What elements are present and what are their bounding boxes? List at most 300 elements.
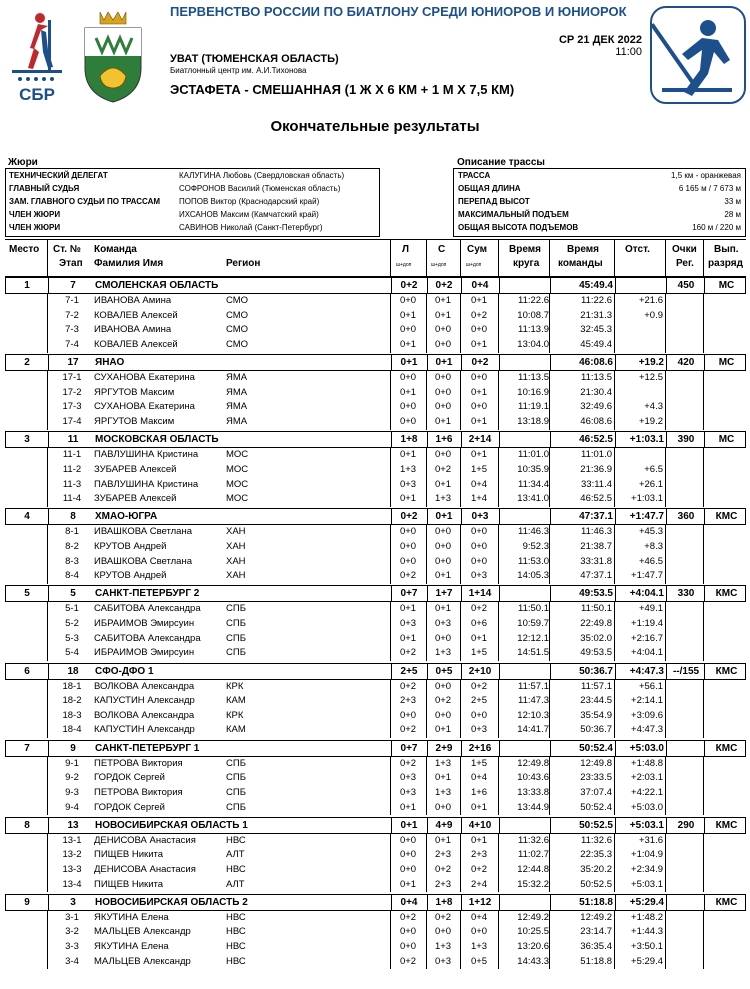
team-time: 45:49.4 [579, 280, 613, 291]
member-prone: 0+1 [399, 801, 417, 813]
member-standing: 0+1 [434, 834, 452, 846]
member-region: МОС [226, 493, 249, 505]
member-stage: 7-4 [65, 338, 79, 350]
member-lap-time: 13:18.9 [517, 416, 549, 428]
member-team-time: 11:32.6 [581, 834, 612, 846]
jury-member: КАЛУГИНА Любовь (Свердловская область) [179, 171, 345, 180]
member-prone: 0+0 [399, 709, 417, 721]
member-lap-time: 15:32.2 [517, 878, 549, 890]
jury-panel [5, 168, 380, 237]
member-total-misses: 0+0 [470, 526, 488, 538]
member-region: ХАН [226, 526, 246, 538]
col-sum: Сум [467, 244, 488, 255]
member-stage: 9-1 [65, 757, 79, 769]
team-points: 420 [677, 357, 695, 369]
member-prone: 0+0 [399, 372, 417, 384]
member-region: СПБ [226, 786, 246, 798]
member-region: МОС [226, 478, 249, 490]
uvat-coat-of-arms [80, 8, 146, 104]
team-total-misses: 1+14 [468, 588, 492, 600]
member-standing: 0+0 [434, 555, 452, 567]
member-team-time: 32:49.6 [580, 401, 612, 413]
member-name: СУХАНОВА Екатерина [94, 372, 195, 384]
track-key: МАКСИМАЛЬНЫЙ ПОДЪЕМ [458, 210, 569, 219]
col-class: Вып. [714, 244, 739, 255]
member-name: ИВАШКОВА Светлана [94, 526, 192, 538]
member-region: КРК [226, 709, 244, 721]
member-standing: 0+0 [434, 324, 452, 336]
member-name: ЗУБАРЕВ Алексей [94, 463, 177, 475]
team-prone: 0+7 [400, 588, 418, 600]
member-row [5, 911, 746, 926]
member-team-time: 46:52.5 [580, 493, 612, 505]
member-standing: 0+2 [434, 695, 452, 707]
member-name: КОВАЛЕВ Алексей [94, 338, 178, 350]
member-name: КОВАЛЕВ Алексей [94, 309, 178, 321]
team-class: КМС [715, 665, 738, 677]
member-prone: 0+0 [399, 295, 417, 306]
member-prone: 0+1 [399, 632, 417, 644]
member-stage: 3-2 [65, 926, 79, 938]
member-standing: 2+3 [434, 849, 452, 861]
member-total-misses: 1+5 [470, 463, 488, 475]
member-gap: +2:34.9 [631, 864, 663, 875]
team-gap: +5:03.0 [629, 742, 664, 754]
member-gap: +26.1 [638, 478, 663, 490]
member-row [5, 386, 746, 401]
team-time: 50:52.5 [579, 819, 613, 831]
location: УВАТ (ТЮМЕНСКАЯ ОБЛАСТЬ) [170, 53, 339, 65]
col-sum-sub: ш+доп [466, 262, 482, 268]
member-gap: +46.5 [638, 555, 663, 567]
member-team-time: 33:11.4 [581, 478, 612, 490]
race-title: ЭСТАФЕТА - СМЕШАННАЯ (1 Ж Х 6 КМ + 1 М Х 7,5 КМ) [170, 82, 515, 97]
member-lap-time: 11:47.3 [518, 695, 549, 707]
member-name: ИВАШКОВА Светлана [94, 555, 192, 567]
member-stage: 7-2 [65, 309, 79, 321]
member-team-time: 50:52.4 [580, 801, 612, 813]
member-team-time: 35:20.2 [580, 864, 612, 875]
member-gap: +12.5 [638, 372, 663, 384]
member-stage: 13-1 [62, 834, 82, 846]
member-team-time: 33:31.8 [580, 555, 612, 567]
team-total-misses: 1+12 [468, 896, 492, 908]
member-prone: 0+2 [399, 911, 417, 923]
col-region: Регион [226, 258, 261, 269]
member-stage: 17-1 [62, 372, 82, 384]
member-total-misses: 1+4 [470, 493, 488, 505]
member-stage: 3-3 [65, 941, 79, 953]
team-class: МС [718, 280, 735, 291]
member-prone: 0+2 [399, 570, 417, 582]
team-name: МОСКОВСКАЯ ОБЛАСТЬ [95, 434, 219, 446]
member-prone: 0+3 [399, 786, 417, 798]
track-key: ОБЩАЯ ВЫСОТА ПОДЪЕМОВ [458, 223, 579, 232]
member-lap-time: 10:59.7 [517, 618, 549, 630]
sbr-logo-text: СБР [19, 85, 55, 104]
member-stage: 7-1 [65, 295, 79, 306]
member-team-time: 11:50.1 [581, 603, 612, 615]
member-name: ИБРАИМОВ Эмирсуин [94, 647, 195, 659]
member-prone: 0+1 [399, 309, 417, 321]
member-row [5, 680, 746, 695]
member-total-misses: 0+0 [470, 926, 488, 938]
member-gap: +1:47.7 [631, 570, 663, 582]
team-total-misses: 2+10 [468, 665, 492, 677]
member-gap: +19.2 [638, 416, 663, 428]
col-lap: Время [509, 244, 541, 255]
member-total-misses: 2+5 [470, 695, 488, 707]
member-region: ХАН [226, 570, 246, 582]
member-region: СМО [226, 295, 249, 306]
member-standing: 0+1 [434, 295, 452, 306]
member-team-time: 46:08.6 [580, 416, 612, 428]
member-name: ПЕТРОВА Виктория [94, 757, 183, 769]
track-value: 33 м [724, 197, 741, 206]
member-lap-time: 14:43.3 [517, 955, 549, 967]
member-standing: 0+0 [434, 632, 452, 644]
member-region: ЯМА [226, 386, 248, 398]
member-name: ИВАНОВА Амина [94, 295, 172, 306]
member-name: КАПУСТИН Александр [94, 724, 195, 736]
member-total-misses: 0+0 [470, 372, 488, 384]
member-row [5, 694, 746, 709]
team-standing: 1+8 [435, 896, 453, 908]
member-name: ГОРДОК Сергей [94, 801, 165, 813]
member-total-misses: 0+1 [470, 834, 488, 846]
member-standing: 0+2 [434, 864, 452, 875]
col-lap-2: круга [513, 258, 540, 269]
member-standing: 1+3 [434, 757, 452, 769]
member-team-time: 21:30.4 [580, 386, 612, 398]
team-name: САНКТ-ПЕТЕРБУРГ 2 [95, 588, 200, 600]
member-lap-time: 13:33.8 [517, 786, 549, 798]
member-stage: 9-4 [65, 801, 79, 813]
track-row [458, 197, 741, 210]
member-team-time: 23:14.7 [580, 926, 612, 938]
member-prone: 0+0 [399, 834, 417, 846]
team-standing: 0+5 [435, 665, 453, 677]
member-gap: +2:16.7 [631, 632, 663, 644]
team-place: 9 [24, 896, 30, 908]
member-row [5, 338, 746, 353]
member-stage: 11-1 [62, 449, 82, 461]
member-stage: 13-2 [62, 849, 82, 861]
team-class: МС [718, 357, 735, 369]
member-region: СПБ [226, 632, 246, 644]
team-time: 51:18.8 [579, 896, 613, 908]
member-name: СУХАНОВА Екатерина [94, 401, 195, 413]
team-class: МС [718, 434, 735, 446]
member-total-misses: 0+0 [470, 540, 488, 552]
member-row [5, 569, 746, 584]
member-prone: 1+3 [399, 463, 417, 475]
track-key: ТРАССА [458, 171, 491, 180]
team-bib: 11 [67, 434, 79, 446]
track-row [458, 171, 741, 184]
member-row [5, 801, 746, 816]
member-region: НВС [226, 834, 246, 846]
team-gap: +4:04.1 [629, 588, 664, 600]
member-lap-time: 11:13.5 [518, 372, 549, 384]
member-gap: +5:03.0 [631, 801, 663, 813]
member-gap: +2:14.1 [631, 695, 663, 707]
team-bib: 7 [70, 280, 76, 291]
track-key: ОБЩАЯ ДЛИНА [458, 184, 521, 193]
team-gap: +4:47.3 [629, 665, 664, 677]
member-standing: 0+3 [434, 618, 452, 630]
member-stage: 3-4 [65, 955, 79, 967]
member-region: СПБ [226, 647, 246, 659]
member-lap-time: 11:32.6 [518, 834, 549, 846]
col-l-sub: ш+доп [396, 262, 412, 268]
member-gap: +1:03.1 [631, 493, 663, 505]
member-gap: +56.1 [638, 680, 663, 692]
member-team-time: 36:35.4 [580, 941, 612, 953]
member-team-time: 21:36.9 [580, 463, 612, 475]
col-stage: Этап [59, 258, 83, 269]
team-standing: 1+6 [435, 434, 453, 446]
member-total-misses: 2+4 [470, 878, 488, 890]
member-prone: 0+3 [399, 772, 417, 784]
member-name: САБИТОВА Александра [94, 603, 201, 615]
member-team-time: 35:54.9 [580, 709, 612, 721]
member-gap: +1:44.3 [631, 926, 663, 938]
member-lap-time: 14:41.7 [517, 724, 549, 736]
team-points: 360 [677, 511, 695, 523]
col-gap: Отст. [625, 244, 650, 255]
member-team-time: 45:49.4 [580, 338, 612, 350]
member-standing: 0+0 [434, 709, 452, 721]
team-bib: 13 [67, 819, 79, 831]
member-row [5, 834, 746, 849]
member-team-time: 51:18.8 [580, 955, 612, 967]
team-points: 390 [677, 434, 695, 446]
team-row [5, 508, 746, 525]
member-total-misses: 0+1 [470, 801, 488, 813]
member-stage: 8-3 [65, 555, 79, 567]
member-gap: +3:50.1 [631, 941, 663, 953]
team-points: 450 [677, 280, 695, 291]
member-stage: 9-2 [65, 772, 79, 784]
member-prone: 0+2 [399, 955, 417, 967]
jury-member: ИХСАНОВ Максим (Камчатский край) [179, 210, 319, 219]
jury-role: ЧЛЕН ЖЮРИ [9, 223, 61, 232]
member-lap-time: 12:49.2 [517, 911, 549, 923]
member-stage: 8-4 [65, 570, 79, 582]
member-row [5, 415, 746, 430]
team-place: 6 [24, 665, 30, 677]
member-lap-time: 13:04.0 [517, 338, 549, 350]
member-team-time: 37:07.4 [580, 786, 612, 798]
col-s: С [438, 244, 446, 255]
member-standing: 0+0 [434, 540, 452, 552]
member-stage: 5-1 [65, 603, 79, 615]
team-gap: +19.2 [638, 357, 664, 369]
member-name: ЯКУТИНА Елена [94, 911, 169, 923]
jury-member: САВИНОВ Николай (Санкт-Петербург) [179, 223, 323, 232]
jury-role: ЗАМ. ГЛАВНОГО СУДЬИ ПО ТРАССАМ [9, 197, 161, 206]
member-prone: 0+1 [399, 338, 417, 350]
member-total-misses: 0+1 [470, 295, 488, 306]
team-place: 3 [24, 434, 30, 446]
member-region: ХАН [226, 540, 246, 552]
member-gap: +1:48.2 [631, 911, 663, 923]
member-prone: 0+0 [399, 941, 417, 953]
team-standing: 2+9 [435, 742, 453, 754]
member-total-misses: 0+4 [470, 478, 488, 490]
team-row [5, 894, 746, 911]
member-team-time: 50:36.7 [580, 724, 612, 736]
team-points: 290 [677, 819, 695, 831]
member-region: СМО [226, 338, 249, 350]
member-gap: +5:29.4 [631, 955, 663, 967]
member-prone: 0+1 [399, 878, 417, 890]
member-standing: 0+3 [434, 955, 452, 967]
page-header [0, 0, 750, 135]
jury-member: ПОПОВ Виктор (Краснодарский край) [179, 197, 320, 206]
member-standing: 0+0 [434, 386, 452, 398]
member-lap-time: 11:53.0 [518, 555, 549, 567]
member-gap: +1:48.8 [631, 757, 663, 769]
member-stage: 7-3 [65, 324, 79, 336]
member-prone: 0+1 [399, 386, 417, 398]
team-standing: 1+7 [435, 588, 453, 600]
member-region: ЯМА [226, 372, 248, 384]
member-total-misses: 1+6 [470, 786, 488, 798]
member-name: ПИЩЕВ Никита [94, 878, 164, 890]
member-row [5, 492, 746, 507]
member-lap-time: 12:12.1 [517, 632, 549, 644]
member-standing: 0+1 [434, 772, 452, 784]
member-lap-time: 10:25.5 [517, 926, 549, 938]
member-total-misses: 0+1 [470, 449, 488, 461]
member-standing: 0+0 [434, 926, 452, 938]
biathlete-logo [650, 6, 746, 104]
member-gap: +31.6 [638, 834, 663, 846]
member-name: КРУТОВ Андрей [94, 540, 167, 552]
team-row [5, 277, 746, 294]
member-prone: 2+3 [399, 695, 417, 707]
member-lap-time: 10:16.9 [517, 386, 549, 398]
member-prone: 0+1 [399, 493, 417, 505]
member-gap: +8.3 [644, 540, 663, 552]
member-name: ИВАНОВА Амина [94, 324, 172, 336]
member-gap: +21.6 [638, 295, 663, 306]
team-total-misses: 0+3 [471, 511, 489, 523]
member-team-time: 49:53.5 [580, 647, 612, 659]
team-name: ХМАО-ЮГРА [95, 511, 158, 523]
member-standing: 1+3 [434, 786, 452, 798]
member-team-time: 11:46.3 [581, 526, 612, 538]
member-prone: 0+2 [399, 724, 417, 736]
team-points: --/155 [672, 665, 700, 677]
member-stage: 5-3 [65, 632, 79, 644]
member-gap: +1:04.9 [631, 849, 663, 861]
member-standing: 0+1 [434, 724, 452, 736]
member-region: СПБ [226, 757, 246, 769]
member-prone: 0+0 [399, 324, 417, 336]
member-region: АЛТ [226, 878, 245, 890]
member-prone: 0+1 [399, 603, 417, 615]
team-bib: 5 [70, 588, 76, 600]
col-bib: Ст. № [53, 244, 81, 255]
team-time: 50:52.4 [579, 742, 613, 754]
member-gap: +1:19.4 [631, 618, 663, 630]
member-prone: 0+3 [399, 618, 417, 630]
member-prone: 0+2 [399, 647, 417, 659]
team-name: СФО-ДФО 1 [95, 665, 154, 677]
track-row [458, 223, 741, 236]
team-bib: 8 [70, 511, 76, 523]
track-value: 6 165 м / 7 673 м [678, 184, 741, 193]
team-total-misses: 0+4 [471, 280, 489, 291]
team-time: 49:53.5 [579, 588, 613, 600]
member-row [5, 878, 746, 893]
team-bib: 3 [70, 896, 76, 908]
col-team-time-2: команды [558, 258, 603, 269]
member-lap-time: 10:43.6 [517, 772, 549, 784]
member-row [5, 555, 746, 570]
member-team-time: 23:33.5 [580, 772, 612, 784]
member-prone: 0+2 [399, 757, 417, 769]
member-lap-time: 11:01.0 [518, 449, 549, 461]
member-region: КАМ [226, 724, 246, 736]
col-place: Место [9, 244, 40, 255]
jury-role: ТЕХНИЧЕСКИЙ ДЕЛЕГАТ [9, 171, 108, 180]
member-stage: 17-4 [62, 416, 82, 428]
member-stage: 11-4 [62, 493, 82, 505]
team-total-misses: 2+16 [468, 742, 492, 754]
member-region: НВС [226, 926, 246, 938]
member-prone: 0+2 [399, 680, 417, 692]
member-team-time: 21:31.3 [580, 309, 612, 321]
member-gap: +5:03.1 [631, 878, 663, 890]
team-class: КМС [715, 511, 738, 523]
member-stage: 11-3 [62, 478, 82, 490]
team-class: КМС [715, 819, 738, 831]
member-name: ДЕНИСОВА Анастасия [94, 864, 196, 875]
member-stage: 18-4 [62, 724, 82, 736]
member-total-misses: 0+1 [470, 632, 488, 644]
sbr-logo [8, 8, 66, 104]
member-name: ИБРАИМОВ Эмирсуин [94, 618, 195, 630]
member-region: СПБ [226, 801, 246, 813]
member-team-time: 50:52.5 [580, 878, 612, 890]
team-prone: 0+2 [400, 280, 418, 291]
member-row [5, 617, 746, 632]
member-standing: 0+0 [434, 449, 452, 461]
member-team-time: 47:37.1 [580, 570, 612, 582]
track-key: ПЕРЕПАД ВЫСОТ [458, 197, 530, 206]
member-region: СПБ [226, 772, 246, 784]
member-stage: 17-2 [62, 386, 82, 398]
member-total-misses: 0+0 [470, 324, 488, 336]
team-prone: 0+1 [400, 819, 418, 831]
member-row [5, 540, 746, 555]
member-row [5, 323, 746, 338]
member-gap: +4:22.1 [631, 786, 663, 798]
member-region: АЛТ [226, 849, 245, 861]
member-region: СМО [226, 324, 249, 336]
member-prone: 0+0 [399, 416, 417, 428]
results-title: Окончательные результаты [270, 118, 480, 135]
member-prone: 0+0 [399, 849, 417, 861]
member-team-time: 11:57.1 [581, 680, 612, 692]
member-name: ЗУБАРЕВ Алексей [94, 493, 177, 505]
member-region: СПБ [226, 618, 246, 630]
team-prone: 0+2 [400, 511, 418, 523]
